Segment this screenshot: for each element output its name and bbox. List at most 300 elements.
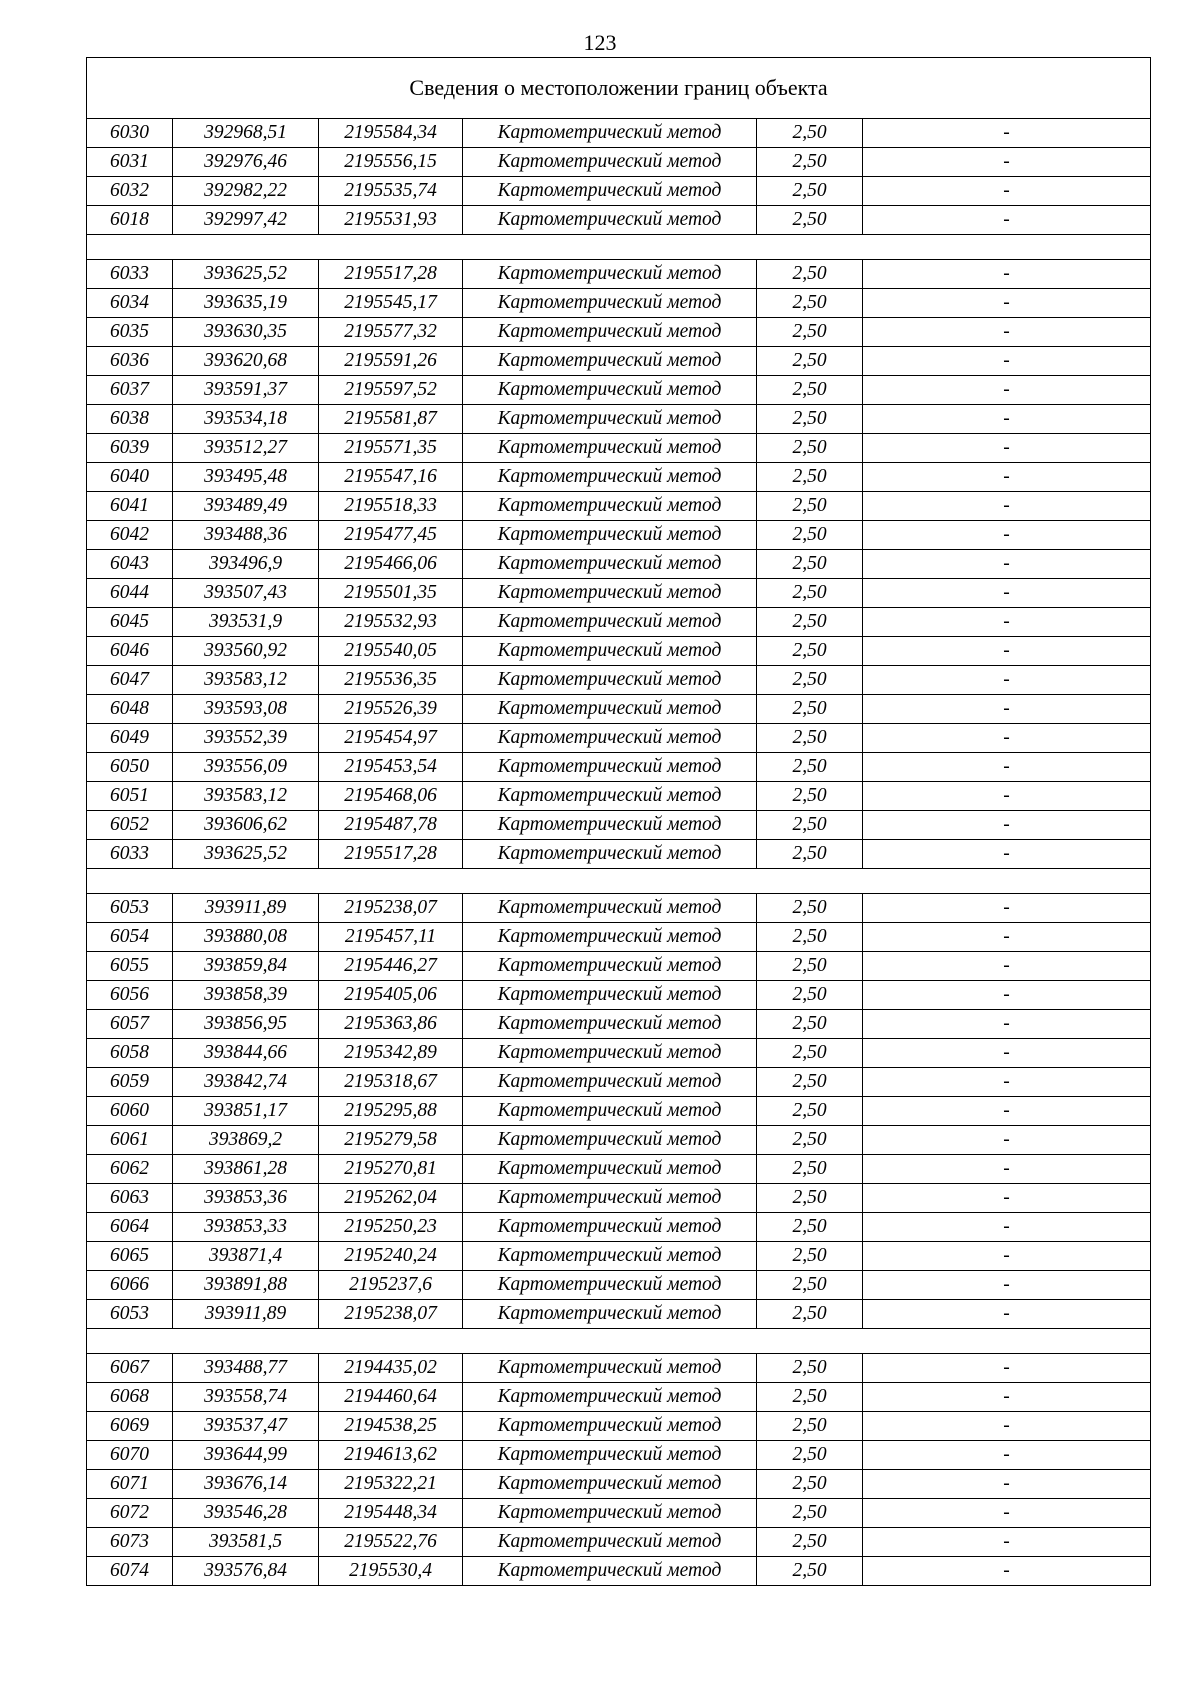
description-cell: - [863, 981, 1151, 1010]
x-coordinate-cell: 392982,22 [173, 177, 319, 206]
point-number-cell: 6041 [87, 492, 173, 521]
x-coordinate-cell: 393844,66 [173, 1039, 319, 1068]
y-coordinate-cell: 2195363,86 [319, 1010, 463, 1039]
y-coordinate-cell: 2195530,4 [319, 1557, 463, 1586]
accuracy-cell: 2,50 [757, 952, 863, 981]
table-row [87, 666, 1151, 695]
y-coordinate-cell: 2195405,06 [319, 981, 463, 1010]
accuracy-cell: 2,50 [757, 260, 863, 289]
accuracy-cell: 2,50 [757, 1441, 863, 1470]
method-cell: Картометрический метод [463, 463, 757, 492]
table-row [87, 1383, 1151, 1412]
accuracy-cell: 2,50 [757, 981, 863, 1010]
accuracy-cell: 2,50 [757, 1010, 863, 1039]
description-cell: - [863, 1470, 1151, 1499]
point-number-cell: 6058 [87, 1039, 173, 1068]
point-number-cell: 6066 [87, 1271, 173, 1300]
point-number-cell: 6055 [87, 952, 173, 981]
x-coordinate-cell: 393496,9 [173, 550, 319, 579]
point-number-cell: 6049 [87, 724, 173, 753]
accuracy-cell: 2,50 [757, 289, 863, 318]
method-cell: Картометрический метод [463, 1528, 757, 1557]
y-coordinate-cell: 2195535,74 [319, 177, 463, 206]
table-row [87, 1155, 1151, 1184]
y-coordinate-cell: 2195453,54 [319, 753, 463, 782]
y-coordinate-cell: 2195279,58 [319, 1126, 463, 1155]
point-number-cell: 6053 [87, 1300, 173, 1329]
point-number-cell: 6067 [87, 1354, 173, 1383]
x-coordinate-cell: 393546,28 [173, 1499, 319, 1528]
method-cell: Картометрический метод [463, 782, 757, 811]
y-coordinate-cell: 2195262,04 [319, 1184, 463, 1213]
accuracy-cell: 2,50 [757, 637, 863, 666]
method-cell: Картометрический метод [463, 923, 757, 952]
y-coordinate-cell: 2195517,28 [319, 840, 463, 869]
x-coordinate-cell: 393489,49 [173, 492, 319, 521]
accuracy-cell: 2,50 [757, 550, 863, 579]
method-cell: Картометрический метод [463, 206, 757, 235]
accuracy-cell: 2,50 [757, 1097, 863, 1126]
table-row [87, 1499, 1151, 1528]
table-row [87, 1271, 1151, 1300]
x-coordinate-cell: 393856,95 [173, 1010, 319, 1039]
x-coordinate-cell: 393880,08 [173, 923, 319, 952]
x-coordinate-cell: 393531,9 [173, 608, 319, 637]
accuracy-cell: 2,50 [757, 1499, 863, 1528]
table-row [87, 1412, 1151, 1441]
point-number-cell: 6070 [87, 1441, 173, 1470]
y-coordinate-cell: 2194435,02 [319, 1354, 463, 1383]
x-coordinate-cell: 393644,99 [173, 1441, 319, 1470]
accuracy-cell: 2,50 [757, 119, 863, 148]
description-cell: - [863, 608, 1151, 637]
x-coordinate-cell: 393635,19 [173, 289, 319, 318]
description-cell: - [863, 206, 1151, 235]
description-cell: - [863, 1097, 1151, 1126]
table-row [87, 637, 1151, 666]
method-cell: Картометрический метод [463, 1010, 757, 1039]
y-coordinate-cell: 2195540,05 [319, 637, 463, 666]
x-coordinate-cell: 392997,42 [173, 206, 319, 235]
description-cell: - [863, 550, 1151, 579]
x-coordinate-cell: 393593,08 [173, 695, 319, 724]
accuracy-cell: 2,50 [757, 1383, 863, 1412]
method-cell: Картометрический метод [463, 1354, 757, 1383]
x-coordinate-cell: 393556,09 [173, 753, 319, 782]
description-cell: - [863, 1528, 1151, 1557]
description-cell: - [863, 1068, 1151, 1097]
table-row [87, 608, 1151, 637]
x-coordinate-cell: 393583,12 [173, 666, 319, 695]
y-coordinate-cell: 2195487,78 [319, 811, 463, 840]
point-number-cell: 6074 [87, 1557, 173, 1586]
y-coordinate-cell: 2195318,67 [319, 1068, 463, 1097]
description-cell: - [863, 695, 1151, 724]
x-coordinate-cell: 393858,39 [173, 981, 319, 1010]
description-cell: - [863, 1300, 1151, 1329]
accuracy-cell: 2,50 [757, 463, 863, 492]
description-cell: - [863, 1412, 1151, 1441]
table-row [87, 724, 1151, 753]
point-number-cell: 6037 [87, 376, 173, 405]
accuracy-cell: 2,50 [757, 492, 863, 521]
method-cell: Картометрический метод [463, 1039, 757, 1068]
point-number-cell: 6045 [87, 608, 173, 637]
accuracy-cell: 2,50 [757, 1039, 863, 1068]
point-number-cell: 6065 [87, 1242, 173, 1271]
accuracy-cell: 2,50 [757, 148, 863, 177]
description-cell: - [863, 376, 1151, 405]
y-coordinate-cell: 2195466,06 [319, 550, 463, 579]
description-cell: - [863, 492, 1151, 521]
contour-separator-cell [87, 1329, 1151, 1354]
table-row [87, 753, 1151, 782]
table-row [87, 952, 1151, 981]
accuracy-cell: 2,50 [757, 666, 863, 695]
method-cell: Картометрический метод [463, 695, 757, 724]
x-coordinate-cell: 393552,39 [173, 724, 319, 753]
method-cell: Картометрический метод [463, 318, 757, 347]
y-coordinate-cell: 2195597,52 [319, 376, 463, 405]
method-cell: Картометрический метод [463, 637, 757, 666]
point-number-cell: 6052 [87, 811, 173, 840]
method-cell: Картометрический метод [463, 1126, 757, 1155]
description-cell: - [863, 724, 1151, 753]
contour-separator-row [87, 869, 1151, 894]
description-cell: - [863, 952, 1151, 981]
accuracy-cell: 2,50 [757, 840, 863, 869]
accuracy-cell: 2,50 [757, 579, 863, 608]
x-coordinate-cell: 393625,52 [173, 260, 319, 289]
accuracy-cell: 2,50 [757, 1184, 863, 1213]
table-row [87, 492, 1151, 521]
y-coordinate-cell: 2195522,76 [319, 1528, 463, 1557]
point-number-cell: 6032 [87, 177, 173, 206]
accuracy-cell: 2,50 [757, 206, 863, 235]
x-coordinate-cell: 393512,27 [173, 434, 319, 463]
y-coordinate-cell: 2195448,34 [319, 1499, 463, 1528]
point-number-cell: 6040 [87, 463, 173, 492]
point-number-cell: 6033 [87, 260, 173, 289]
method-cell: Картометрический метод [463, 260, 757, 289]
description-cell: - [863, 637, 1151, 666]
point-number-cell: 6073 [87, 1528, 173, 1557]
y-coordinate-cell: 2195531,93 [319, 206, 463, 235]
y-coordinate-cell: 2194538,25 [319, 1412, 463, 1441]
y-coordinate-cell: 2194460,64 [319, 1383, 463, 1412]
method-cell: Картометрический метод [463, 753, 757, 782]
method-cell: Картометрический метод [463, 608, 757, 637]
method-cell: Картометрический метод [463, 1300, 757, 1329]
table-row [87, 1354, 1151, 1383]
table-row [87, 119, 1151, 148]
x-coordinate-cell: 393853,33 [173, 1213, 319, 1242]
method-cell: Картометрический метод [463, 1441, 757, 1470]
description-cell: - [863, 782, 1151, 811]
point-number-cell: 6033 [87, 840, 173, 869]
point-number-cell: 6034 [87, 289, 173, 318]
y-coordinate-cell: 2195518,33 [319, 492, 463, 521]
point-number-cell: 6063 [87, 1184, 173, 1213]
method-cell: Картометрический метод [463, 894, 757, 923]
accuracy-cell: 2,50 [757, 1528, 863, 1557]
x-coordinate-cell: 393583,12 [173, 782, 319, 811]
method-cell: Картометрический метод [463, 376, 757, 405]
method-cell: Картометрический метод [463, 148, 757, 177]
method-cell: Картометрический метод [463, 1383, 757, 1412]
description-cell: - [863, 923, 1151, 952]
description-cell: - [863, 1271, 1151, 1300]
table-row [87, 840, 1151, 869]
table-row [87, 463, 1151, 492]
point-number-cell: 6030 [87, 119, 173, 148]
accuracy-cell: 2,50 [757, 347, 863, 376]
y-coordinate-cell: 2195237,6 [319, 1271, 463, 1300]
contour-separator-cell [87, 235, 1151, 260]
accuracy-cell: 2,50 [757, 405, 863, 434]
accuracy-cell: 2,50 [757, 811, 863, 840]
x-coordinate-cell: 392976,46 [173, 148, 319, 177]
description-cell: - [863, 894, 1151, 923]
accuracy-cell: 2,50 [757, 521, 863, 550]
description-cell: - [863, 177, 1151, 206]
x-coordinate-cell: 393620,68 [173, 347, 319, 376]
description-cell: - [863, 463, 1151, 492]
x-coordinate-cell: 393911,89 [173, 894, 319, 923]
method-cell: Картометрический метод [463, 840, 757, 869]
y-coordinate-cell: 2195584,34 [319, 119, 463, 148]
table-row [87, 981, 1151, 1010]
point-number-cell: 6038 [87, 405, 173, 434]
table-row [87, 923, 1151, 952]
point-number-cell: 6018 [87, 206, 173, 235]
contour-separator-row [87, 235, 1151, 260]
y-coordinate-cell: 2195581,87 [319, 405, 463, 434]
x-coordinate-cell: 393581,5 [173, 1528, 319, 1557]
method-cell: Картометрический метод [463, 1184, 757, 1213]
page-number: 123 [583, 30, 617, 55]
x-coordinate-cell: 393869,2 [173, 1126, 319, 1155]
description-cell: - [863, 1557, 1151, 1586]
description-cell: - [863, 666, 1151, 695]
x-coordinate-cell: 393861,28 [173, 1155, 319, 1184]
y-coordinate-cell: 2195468,06 [319, 782, 463, 811]
table-row [87, 1010, 1151, 1039]
table-row [87, 579, 1151, 608]
accuracy-cell: 2,50 [757, 724, 863, 753]
x-coordinate-cell: 393537,47 [173, 1412, 319, 1441]
table-row [87, 1126, 1151, 1155]
method-cell: Картометрический метод [463, 1470, 757, 1499]
point-number-cell: 6047 [87, 666, 173, 695]
point-number-cell: 6057 [87, 1010, 173, 1039]
accuracy-cell: 2,50 [757, 753, 863, 782]
table-row [87, 318, 1151, 347]
table-body [87, 58, 1151, 1586]
table-row [87, 1557, 1151, 1586]
y-coordinate-cell: 2195295,88 [319, 1097, 463, 1126]
table-row [87, 521, 1151, 550]
x-coordinate-cell: 393630,35 [173, 318, 319, 347]
y-coordinate-cell: 2195536,35 [319, 666, 463, 695]
method-cell: Картометрический метод [463, 289, 757, 318]
description-cell: - [863, 753, 1151, 782]
point-number-cell: 6053 [87, 894, 173, 923]
contour-separator-cell [87, 869, 1151, 894]
point-number-cell: 6062 [87, 1155, 173, 1184]
y-coordinate-cell: 2195547,16 [319, 463, 463, 492]
x-coordinate-cell: 393558,74 [173, 1383, 319, 1412]
table-title-row [87, 58, 1151, 119]
y-coordinate-cell: 2195240,24 [319, 1242, 463, 1271]
point-number-cell: 6039 [87, 434, 173, 463]
point-number-cell: 6051 [87, 782, 173, 811]
table-row [87, 1068, 1151, 1097]
x-coordinate-cell: 393534,18 [173, 405, 319, 434]
x-coordinate-cell: 393851,17 [173, 1097, 319, 1126]
table-row [87, 376, 1151, 405]
table-row [87, 1242, 1151, 1271]
table-row [87, 550, 1151, 579]
description-cell: - [863, 840, 1151, 869]
y-coordinate-cell: 2195517,28 [319, 260, 463, 289]
method-cell: Картометрический метод [463, 666, 757, 695]
y-coordinate-cell: 2195250,23 [319, 1213, 463, 1242]
description-cell: - [863, 289, 1151, 318]
method-cell: Картометрический метод [463, 1499, 757, 1528]
description-cell: - [863, 1010, 1151, 1039]
method-cell: Картометрический метод [463, 1068, 757, 1097]
table-row [87, 289, 1151, 318]
y-coordinate-cell: 2195322,21 [319, 1470, 463, 1499]
y-coordinate-cell: 2195238,07 [319, 894, 463, 923]
accuracy-cell: 2,50 [757, 1470, 863, 1499]
description-cell: - [863, 1039, 1151, 1068]
table-row [87, 148, 1151, 177]
table-row [87, 405, 1151, 434]
x-coordinate-cell: 393606,62 [173, 811, 319, 840]
boundary-coordinates-table [86, 57, 1151, 1586]
x-coordinate-cell: 393871,4 [173, 1242, 319, 1271]
accuracy-cell: 2,50 [757, 894, 863, 923]
accuracy-cell: 2,50 [757, 695, 863, 724]
method-cell: Картометрический метод [463, 811, 757, 840]
accuracy-cell: 2,50 [757, 1213, 863, 1242]
point-number-cell: 6042 [87, 521, 173, 550]
point-number-cell: 6054 [87, 923, 173, 952]
x-coordinate-cell: 393591,37 [173, 376, 319, 405]
point-number-cell: 6061 [87, 1126, 173, 1155]
accuracy-cell: 2,50 [757, 1354, 863, 1383]
point-number-cell: 6071 [87, 1470, 173, 1499]
accuracy-cell: 2,50 [757, 1300, 863, 1329]
table-row [87, 1441, 1151, 1470]
x-coordinate-cell: 393625,52 [173, 840, 319, 869]
description-cell: - [863, 1213, 1151, 1242]
method-cell: Картометрический метод [463, 981, 757, 1010]
x-coordinate-cell: 393576,84 [173, 1557, 319, 1586]
table-title: Сведения о местоположении границ объекта [87, 58, 1151, 119]
description-cell: - [863, 347, 1151, 376]
table-row [87, 782, 1151, 811]
description-cell: - [863, 260, 1151, 289]
x-coordinate-cell: 393676,14 [173, 1470, 319, 1499]
method-cell: Картометрический метод [463, 1155, 757, 1184]
accuracy-cell: 2,50 [757, 1126, 863, 1155]
accuracy-cell: 2,50 [757, 1271, 863, 1300]
point-number-cell: 6035 [87, 318, 173, 347]
point-number-cell: 6069 [87, 1412, 173, 1441]
y-coordinate-cell: 2195532,93 [319, 608, 463, 637]
table-row [87, 811, 1151, 840]
accuracy-cell: 2,50 [757, 923, 863, 952]
y-coordinate-cell: 2195270,81 [319, 1155, 463, 1184]
description-cell: - [863, 119, 1151, 148]
description-cell: - [863, 1354, 1151, 1383]
method-cell: Картометрический метод [463, 1557, 757, 1586]
y-coordinate-cell: 2195454,97 [319, 724, 463, 753]
accuracy-cell: 2,50 [757, 782, 863, 811]
method-cell: Картометрический метод [463, 492, 757, 521]
point-number-cell: 6072 [87, 1499, 173, 1528]
y-coordinate-cell: 2195545,17 [319, 289, 463, 318]
description-cell: - [863, 1126, 1151, 1155]
table-row [87, 1039, 1151, 1068]
description-cell: - [863, 521, 1151, 550]
accuracy-cell: 2,50 [757, 177, 863, 206]
description-cell: - [863, 811, 1151, 840]
table-row [87, 260, 1151, 289]
description-cell: - [863, 1242, 1151, 1271]
method-cell: Картометрический метод [463, 1242, 757, 1271]
accuracy-cell: 2,50 [757, 376, 863, 405]
method-cell: Картометрический метод [463, 1271, 757, 1300]
point-number-cell: 6046 [87, 637, 173, 666]
y-coordinate-cell: 2195577,32 [319, 318, 463, 347]
point-number-cell: 6036 [87, 347, 173, 376]
table-row [87, 894, 1151, 923]
y-coordinate-cell: 2195571,35 [319, 434, 463, 463]
description-cell: - [863, 1155, 1151, 1184]
x-coordinate-cell: 393859,84 [173, 952, 319, 981]
method-cell: Картометрический метод [463, 724, 757, 753]
y-coordinate-cell: 2195556,15 [319, 148, 463, 177]
description-cell: - [863, 148, 1151, 177]
table-row [87, 1528, 1151, 1557]
x-coordinate-cell: 393891,88 [173, 1271, 319, 1300]
table-row [87, 347, 1151, 376]
point-number-cell: 6059 [87, 1068, 173, 1097]
accuracy-cell: 2,50 [757, 1068, 863, 1097]
accuracy-cell: 2,50 [757, 1155, 863, 1184]
description-cell: - [863, 1441, 1151, 1470]
point-number-cell: 6056 [87, 981, 173, 1010]
table-row [87, 206, 1151, 235]
y-coordinate-cell: 2195457,11 [319, 923, 463, 952]
y-coordinate-cell: 2195477,45 [319, 521, 463, 550]
method-cell: Картометрический метод [463, 1213, 757, 1242]
accuracy-cell: 2,50 [757, 1242, 863, 1271]
method-cell: Картометрический метод [463, 1412, 757, 1441]
table-row [87, 177, 1151, 206]
method-cell: Картометрический метод [463, 119, 757, 148]
x-coordinate-cell: 393488,36 [173, 521, 319, 550]
method-cell: Картометрический метод [463, 550, 757, 579]
description-cell: - [863, 1184, 1151, 1213]
method-cell: Картометрический метод [463, 579, 757, 608]
table-row [87, 1470, 1151, 1499]
x-coordinate-cell: 393842,74 [173, 1068, 319, 1097]
